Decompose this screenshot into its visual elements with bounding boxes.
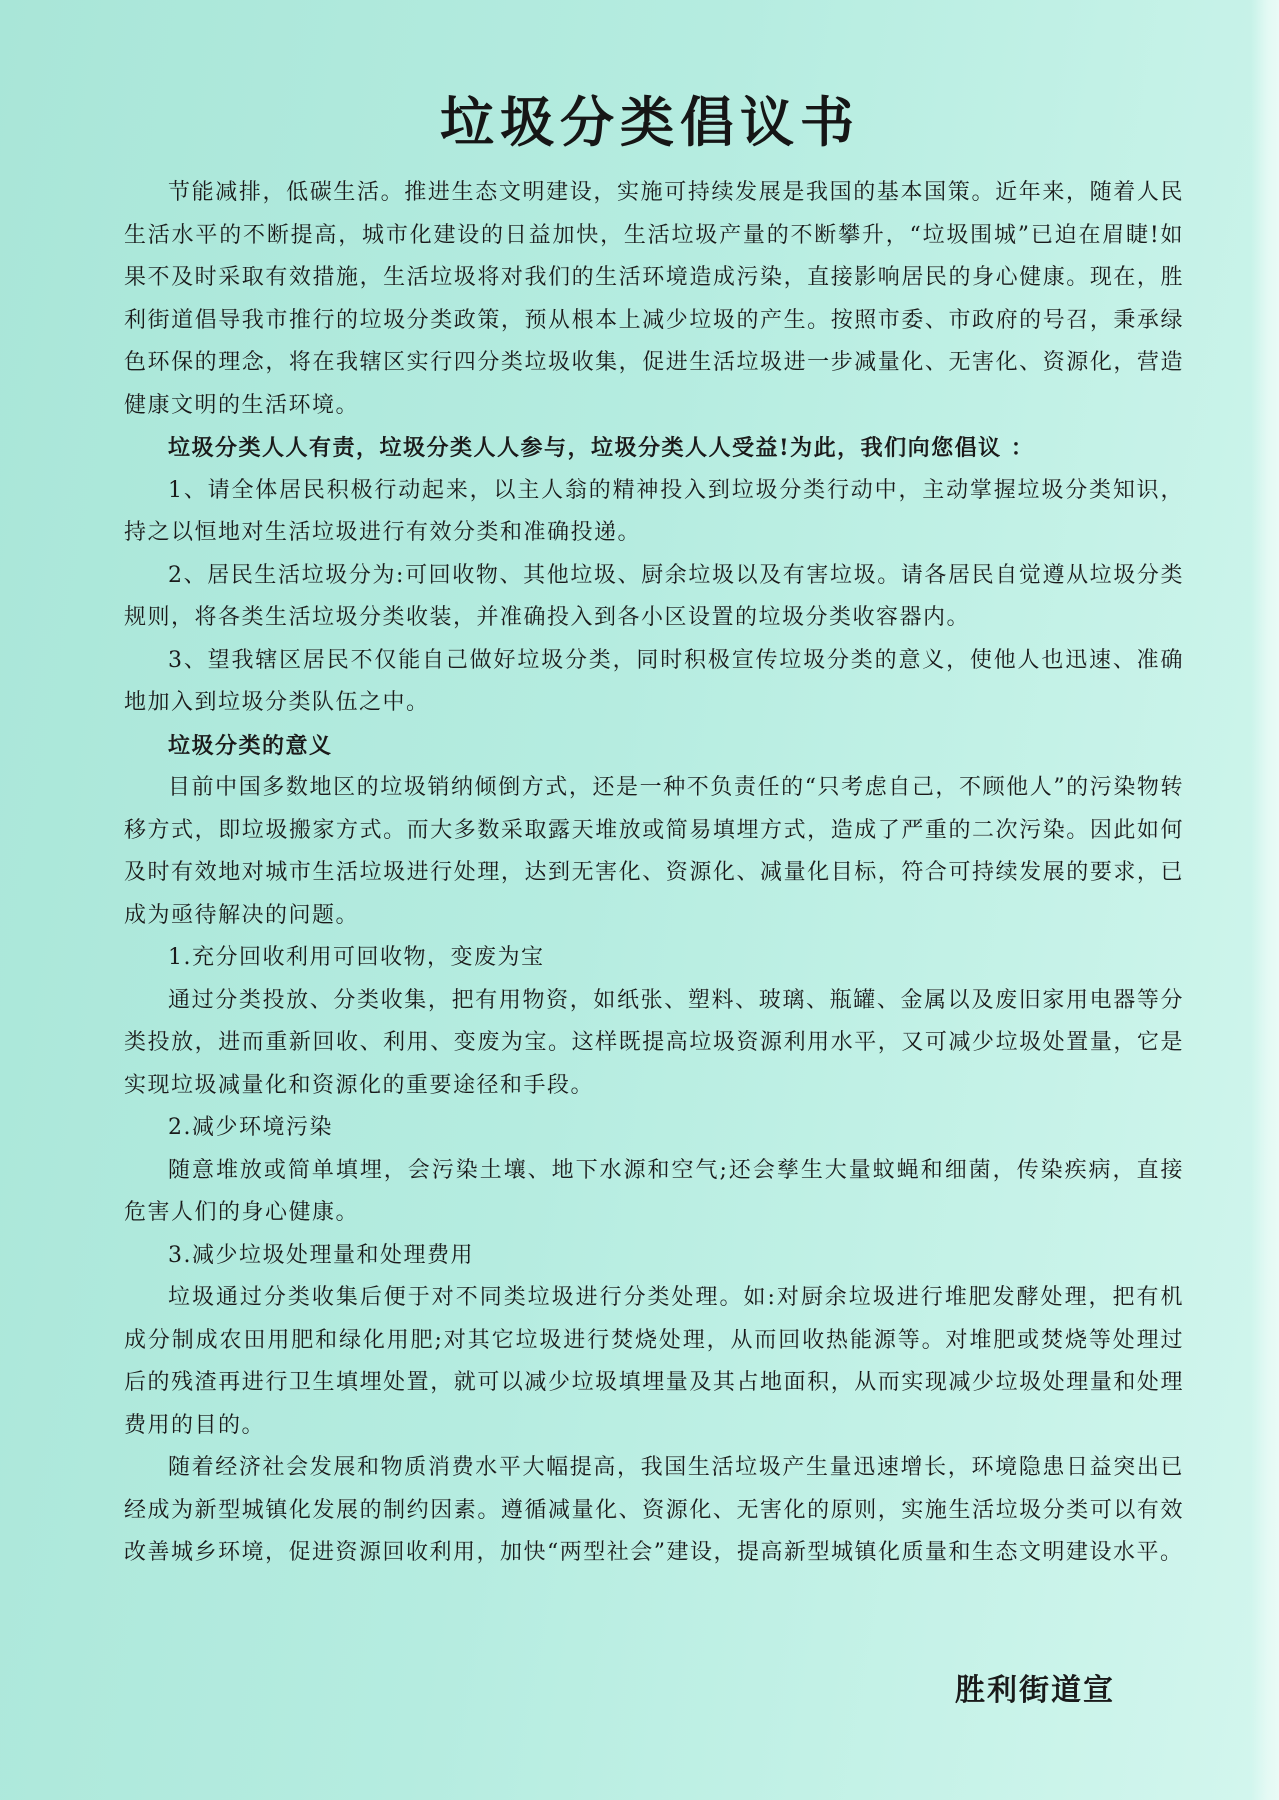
intro-paragraph: 节能减排，低碳生活。推进生态文明建设，实施可持续发展是我国的基本国策。近年来，随着人民生活水平的不断提高，城市化建设的日益加快，生活垃圾产量的不断攀升，“垃圾围城”已迫在眉睫!如果不及时采取有效措施，生活垃圾将对我们的生活环境造成污染，直接影响居民的身心健康。现在，胜利街道倡导我市推行的垃圾分类政策，预从根本上减少垃圾的产生。按照市委、市政府的号召，秉承绿色环保的理念，将在我辖区实行四分类垃圾收集，促进生活垃圾进一步减量化、无害化、资源化，营造健康文明的生活环境。 xyxy=(124,180,1184,418)
document-title: 垃圾分类倡议书 xyxy=(440,90,860,154)
document-body xyxy=(124,172,1184,1575)
subheading-cost: 3.减少垃圾处理量和处理费用 xyxy=(168,1242,474,1268)
cost-paragraph: 垃圾通过分类收集后便于对不同类垃圾进行分类处理。如:对厨余垃圾进行堆肥发酵处理，把有机成分制成农田用肥和绿化用肥;对其它垃圾进行焚烧处理，从而回收热能源等。对堆肥或焚烧等处理过后的残渣再进行卫生填埋处置，就可以减少垃圾填埋量及其占地面积，从而实现减少垃圾处理量和处理费用的目的。 xyxy=(124,1285,1184,1438)
proposal-heading: 垃圾分类人人有责，垃圾分类人人参与，垃圾分类人人受益!为此，我们向您倡议 ： xyxy=(168,435,1035,461)
signature: 胜利街道宣 xyxy=(955,1673,1115,1708)
paper-edge xyxy=(1251,0,1279,1800)
subheading-pollution: 2.减少环境污染 xyxy=(168,1115,333,1140)
proposal-item-2: 2、居民生活垃圾分为:可回收物、其他垃圾、厨余垃圾以及有害垃圾。请各居民自觉遵从垃圾分类规则，将各类生活垃圾分类收装，并准确投入到各小区设置的垃圾分类收容器内。 xyxy=(124,562,1184,630)
proposal-item-3: 3、望我辖区居民不仅能自己做好垃圾分类，同时积极宣传垃圾分类的意义，使他人也迅速、准确地加入到垃圾分类队伍之中。 xyxy=(124,647,1184,715)
proposal-item-1: 1、请全体居民积极行动起来，以主人翁的精神投入到垃圾分类行动中，主动掌握垃圾分类知识，持之以恒地对生活垃圾进行有效分类和准确投递。 xyxy=(124,477,1184,545)
pollution-paragraph: 随意堆放或简单填埋，会污染土壤、地下水源和空气;还会孳生大量蚊蝇和细菌，传染疾病，直接危害人们的身心健康。 xyxy=(124,1157,1184,1225)
significance-paragraph: 目前中国多数地区的垃圾销纳倾倒方式，还是一种不负责任的“只考虑自己，不顾他人”的污染物转移方式，即垃圾搬家方式。而大多数采取露天堆放或简易填埋方式，造成了严重的二次污染。因此如何及时有效地对城市生活垃圾进行处理，达到无害化、资源化、减量化目标，符合可持续发展的要求，已成为亟待解决的问题。 xyxy=(124,775,1184,928)
recycle-paragraph: 通过分类投放、分类收集，把有用物资，如纸张、塑料、玻璃、瓶罐、金属以及废旧家用电器等分类投放，进而重新回收、利用、变废为宝。这样既提高垃圾资源利用水平，又可减少垃圾处置量，它是实现垃圾减量化和资源化的重要途径和手段。 xyxy=(124,987,1184,1098)
closing-paragraph: 随着经济社会发展和物质消费水平大幅提高，我国生活垃圾产生量迅速增长，环境隐患日益突出已经成为新型城镇化发展的制约因素。遵循减量化、资源化、无害化的原则，实施生活垃圾分类可以有效改善城乡环境，促进资源回收利用，加快“两型社会”建设，提高新型城镇化质量和生态文明建设水平。 xyxy=(124,1455,1184,1565)
subheading-recycle: 1.充分回收利用可回收物，变废为宝 xyxy=(168,945,545,970)
significance-heading: 垃圾分类的意义 xyxy=(168,732,333,759)
